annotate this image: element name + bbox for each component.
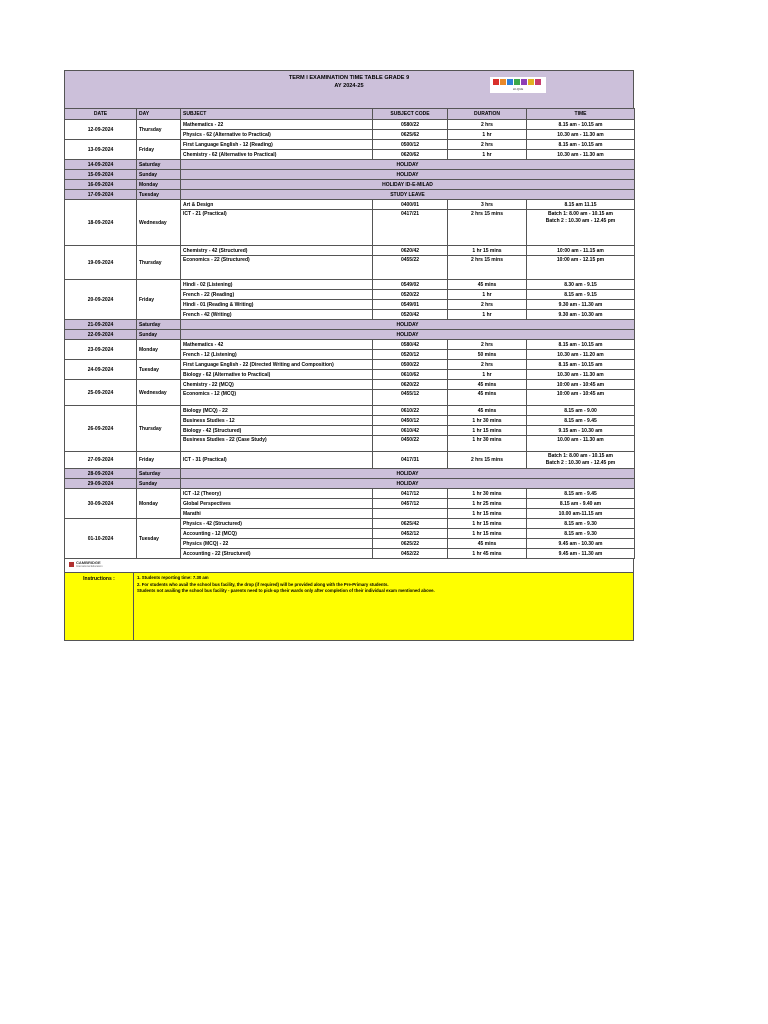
time-cell bbox=[527, 310, 635, 320]
subject-cell: Marathi bbox=[181, 509, 373, 519]
time-cell bbox=[527, 246, 635, 256]
subject-code-cell: 0450/12 bbox=[373, 416, 448, 426]
column-header-duration: DURATION bbox=[448, 109, 527, 120]
duration-cell: 45 mins bbox=[448, 539, 527, 549]
duration-cell: 1 hr 30 mins bbox=[448, 436, 527, 452]
subject-code-cell: 0549/02 bbox=[373, 280, 448, 290]
time-text: 10:00 am - 10:45 am bbox=[556, 381, 605, 388]
school-logo bbox=[490, 77, 546, 93]
time-text: 8.15 am - 10.15 am bbox=[558, 361, 603, 368]
instructions-body bbox=[134, 573, 633, 640]
day-cell: Thursday bbox=[137, 406, 181, 452]
duration-cell: 1 hr 30 mins bbox=[448, 489, 527, 499]
date-cell: 19-09-2024 bbox=[65, 246, 137, 280]
date-cell: 17-09-2024 bbox=[65, 190, 137, 200]
time-text: 10:00 am - 10:45 am bbox=[556, 391, 605, 397]
subject-cell: Chemistry - 42 (Structured) bbox=[181, 246, 373, 256]
day-cell: Saturday bbox=[137, 320, 181, 330]
table-row bbox=[65, 320, 635, 330]
date-cell: 15-09-2024 bbox=[65, 170, 137, 180]
day-cell: Monday bbox=[137, 180, 181, 190]
duration-cell: 1 hr bbox=[448, 370, 527, 380]
duration-cell: 1 hr 25 mins bbox=[448, 499, 527, 509]
time-cell bbox=[527, 150, 635, 160]
instruction-line: 2. For students who avail the school bus facility, the drop (if required) will be provided along with the Pre-Primary students. bbox=[137, 581, 389, 587]
holiday-cell: HOLIDAY bbox=[181, 320, 635, 330]
academic-year: AY 2024-25 bbox=[334, 83, 364, 89]
column-header-date: DATE bbox=[65, 109, 137, 120]
duration-cell: 3 hrs bbox=[448, 200, 527, 210]
time-cell bbox=[527, 300, 635, 310]
subject-cell: Chemistry - 22 (MCQ) bbox=[181, 380, 373, 390]
time-cell bbox=[527, 529, 635, 539]
subject-code-cell: 0417/31 bbox=[373, 452, 448, 469]
table-row bbox=[65, 190, 635, 200]
subject-code-cell: 0417/12 bbox=[373, 489, 448, 499]
time-text: 9.15 am - 10.30 am bbox=[558, 427, 603, 434]
subject-code-cell: 0455/12 bbox=[373, 390, 448, 406]
time-text: 8.15 am - 9.30 bbox=[564, 530, 597, 537]
logo-letter-block bbox=[500, 79, 506, 85]
time-text: 10:00 am - 12.15 pm bbox=[556, 257, 605, 263]
time-cell bbox=[527, 120, 635, 130]
table-row bbox=[65, 200, 635, 210]
subject-cell: Mathematics - 22 bbox=[181, 120, 373, 130]
time-cell bbox=[527, 406, 635, 416]
time-cell bbox=[527, 452, 635, 469]
time-text: 8.15 am - 9.45 bbox=[564, 490, 597, 497]
time-text: 8.30 am - 9.15 bbox=[564, 281, 597, 288]
date-cell: 14-09-2024 bbox=[65, 160, 137, 170]
duration-cell: 45 mins bbox=[448, 380, 527, 390]
time-cell bbox=[527, 350, 635, 360]
subject-cell: First Language English - 22 (Directed Writing and Composition) bbox=[181, 360, 373, 370]
date-cell: 28-09-2024 bbox=[65, 469, 137, 479]
subject-code-cell: 0549/01 bbox=[373, 300, 448, 310]
time-text: 8.15 am - 9.45 bbox=[564, 417, 597, 424]
subject-cell: Accounting - 12 (MCQ) bbox=[181, 529, 373, 539]
time-cell bbox=[527, 370, 635, 380]
time-text: 8.15 am - 10.15 am bbox=[558, 121, 603, 128]
time-cell bbox=[527, 140, 635, 150]
date-cell: 22-09-2024 bbox=[65, 330, 137, 340]
subject-cell: Physics - 42 (Structured) bbox=[181, 519, 373, 529]
day-cell: Friday bbox=[137, 452, 181, 469]
day-cell: Tuesday bbox=[137, 360, 181, 380]
time-text: 8.15 am - 9.40 am bbox=[559, 500, 602, 507]
date-cell: 13-09-2024 bbox=[65, 140, 137, 160]
subject-cell: Global Perspectives bbox=[181, 499, 373, 509]
duration-cell: 1 hr 15 mins bbox=[448, 509, 527, 519]
date-cell: 16-09-2024 bbox=[65, 180, 137, 190]
logo-letter-blocks bbox=[493, 79, 541, 85]
time-cell bbox=[527, 340, 635, 350]
subject-cell: French - 12 (Listening) bbox=[181, 350, 373, 360]
holiday-cell: HOLIDAY bbox=[181, 160, 635, 170]
duration-cell: 2 hrs 15 mins bbox=[448, 256, 527, 280]
cambridge-logo bbox=[64, 559, 634, 572]
time-cell bbox=[527, 380, 635, 390]
time-text: 10.30 am - 11.20 am bbox=[557, 351, 604, 358]
date-cell: 20-09-2024 bbox=[65, 280, 137, 320]
time-cell bbox=[527, 200, 635, 210]
duration-cell: 1 hr bbox=[448, 290, 527, 300]
exam-table bbox=[64, 108, 635, 559]
subject-code-cell: 0620/62 bbox=[373, 150, 448, 160]
cambridge-subtitle: International Education bbox=[76, 565, 103, 568]
day-cell: Wednesday bbox=[137, 200, 181, 246]
day-cell: Wednesday bbox=[137, 380, 181, 406]
subject-code-cell: 0625/62 bbox=[373, 130, 448, 140]
day-cell: Monday bbox=[137, 340, 181, 360]
duration-cell: 1 hr 30 mins bbox=[448, 416, 527, 426]
day-cell: Friday bbox=[137, 140, 181, 160]
duration-cell: 45 mins bbox=[448, 280, 527, 290]
day-cell: Thursday bbox=[137, 120, 181, 140]
time-cell bbox=[527, 290, 635, 300]
subject-cell: Biology (MCQ) - 22 bbox=[181, 406, 373, 416]
subject-cell: French - 42 (Writing) bbox=[181, 310, 373, 320]
subject-cell: ICT -12 (Theory) bbox=[181, 489, 373, 499]
subject-cell: First Language English - 12 (Reading) bbox=[181, 140, 373, 150]
subject-code-cell: 0417/21 bbox=[373, 210, 448, 246]
time-cell bbox=[527, 210, 635, 246]
subject-code-cell: 0620/22 bbox=[373, 380, 448, 390]
day-cell: Tuesday bbox=[137, 190, 181, 200]
subject-code-cell: 0580/42 bbox=[373, 340, 448, 350]
subject-code-cell: 0610/22 bbox=[373, 406, 448, 416]
subject-cell: Business Studies - 22 (Case Study) bbox=[181, 436, 373, 452]
time-cell bbox=[527, 280, 635, 290]
table-row bbox=[65, 380, 635, 390]
logo-letter-block bbox=[507, 79, 513, 85]
logo-letter-block bbox=[535, 79, 541, 85]
subject-cell: French - 22 (Reading) bbox=[181, 290, 373, 300]
instructions-label: Instructions : bbox=[65, 573, 134, 640]
subject-code-cell: 0620/42 bbox=[373, 246, 448, 256]
day-cell: Thursday bbox=[137, 246, 181, 280]
time-text: 10:00 am - 11.15 am bbox=[557, 247, 604, 254]
day-cell: Tuesday bbox=[137, 519, 181, 559]
time-cell bbox=[527, 539, 635, 549]
table-row bbox=[65, 406, 635, 416]
duration-cell: 2 hrs bbox=[448, 120, 527, 130]
subject-code-cell: 0625/22 bbox=[373, 539, 448, 549]
logo-subtitle: HI-QUE bbox=[512, 87, 524, 91]
column-header-day: DAY bbox=[137, 109, 181, 120]
holiday-cell: HOLIDAY bbox=[181, 330, 635, 340]
subject-code-cell: 0452/22 bbox=[373, 549, 448, 559]
duration-cell: 1 hr 15 mins bbox=[448, 426, 527, 436]
time-text: 10.30 am - 11.30 am bbox=[557, 371, 604, 378]
timetable-title: TERM I EXAMINATION TIME TABLE GRADE 9 bbox=[288, 75, 410, 81]
duration-cell: 1 hr 15 mins bbox=[448, 529, 527, 539]
time-cell bbox=[527, 519, 635, 529]
day-cell: Saturday bbox=[137, 469, 181, 479]
table-row bbox=[65, 452, 635, 469]
time-text-batch-2: Batch 2 : 10.30 am - 12.45 pm bbox=[545, 460, 616, 466]
table-row bbox=[65, 140, 635, 150]
cambridge-crest-icon bbox=[69, 562, 74, 567]
time-text: 9.45 am - 11.30 am bbox=[558, 550, 603, 557]
day-cell: Sunday bbox=[137, 479, 181, 489]
holiday-cell: STUDY LEAVE bbox=[181, 190, 635, 200]
duration-cell: 1 hr bbox=[448, 150, 527, 160]
time-text: Batch 1: 8.00 am - 10.15 am bbox=[547, 453, 614, 459]
subject-code-cell: 0457/12 bbox=[373, 499, 448, 509]
subject-cell: ICT - 21 (Practical) bbox=[181, 210, 373, 246]
cambridge-name: CAMBRIDGE bbox=[76, 560, 101, 565]
duration-cell: 2 hrs bbox=[448, 300, 527, 310]
duration-cell: 1 hr 15 mins bbox=[448, 246, 527, 256]
subject-cell: Economics - 12 (MCQ) bbox=[181, 390, 373, 406]
timetable-sheet bbox=[64, 70, 634, 641]
time-text: 9.45 am - 10.30 am bbox=[558, 540, 603, 547]
duration-cell: 2 hrs 15 mins bbox=[448, 452, 527, 469]
table-row bbox=[65, 360, 635, 370]
duration-cell: 1 hr 45 mins bbox=[448, 549, 527, 559]
day-cell: Sunday bbox=[137, 330, 181, 340]
time-cell bbox=[527, 436, 635, 452]
time-text: 10.00 am-11.15 am bbox=[558, 510, 603, 517]
column-header-subject: SUBJECT bbox=[181, 109, 373, 120]
table-row bbox=[65, 489, 635, 499]
table-row bbox=[65, 330, 635, 340]
table-row bbox=[65, 170, 635, 180]
date-cell: 24-09-2024 bbox=[65, 360, 137, 380]
duration-cell: 2 hrs 15 mins bbox=[448, 210, 527, 246]
instruction-line: Students not availing the school bus facility - parents need to pick-up their wards only after completion of their individual exam mentioned above. bbox=[137, 588, 435, 593]
date-cell: 29-09-2024 bbox=[65, 479, 137, 489]
subject-cell: ICT - 31 (Practical) bbox=[181, 452, 373, 469]
subject-cell: Physics - 62 (Alternative to Practical) bbox=[181, 130, 373, 140]
date-cell: 26-09-2024 bbox=[65, 406, 137, 452]
subject-code-cell: 0580/22 bbox=[373, 120, 448, 130]
subject-code-cell: 0520/12 bbox=[373, 350, 448, 360]
time-cell bbox=[527, 549, 635, 559]
holiday-cell: HOLIDAY ID-E-MILAD bbox=[181, 180, 635, 190]
subject-code-cell: 0452/12 bbox=[373, 529, 448, 539]
time-text: 8.15 am - 10.15 am bbox=[558, 141, 603, 148]
time-text: 10.30 am - 11.30 am bbox=[557, 151, 604, 158]
table-row bbox=[65, 280, 635, 290]
duration-cell: 2 hrs bbox=[448, 340, 527, 350]
table-row bbox=[65, 479, 635, 489]
subject-code-cell: 0610/42 bbox=[373, 426, 448, 436]
subject-code-cell: 0500/22 bbox=[373, 360, 448, 370]
table-row bbox=[65, 340, 635, 350]
time-cell bbox=[527, 426, 635, 436]
subject-cell: Biology - 42 (Structured) bbox=[181, 426, 373, 436]
day-cell: Saturday bbox=[137, 160, 181, 170]
subject-code-cell bbox=[373, 509, 448, 519]
time-cell bbox=[527, 509, 635, 519]
subject-cell: Physics (MCQ) - 22 bbox=[181, 539, 373, 549]
instruction-line: 1. Students reporting time: 7.30 am bbox=[137, 575, 209, 580]
time-text: 8.15 am - 10.15 am bbox=[558, 341, 603, 348]
subject-code-cell: 0610/62 bbox=[373, 370, 448, 380]
time-text: 8.15 am - 9.30 bbox=[564, 520, 597, 527]
date-cell: 18-09-2024 bbox=[65, 200, 137, 246]
time-cell bbox=[527, 390, 635, 406]
time-text: 9.30 am - 11.30 am bbox=[558, 301, 603, 308]
subject-cell: Chemistry - 62 (Alternative to Practical) bbox=[181, 150, 373, 160]
time-cell bbox=[527, 130, 635, 140]
column-header-time: TIME bbox=[527, 109, 635, 120]
time-text: 8.15 am - 9.00 bbox=[564, 407, 597, 414]
time-text-batch-2: Batch 2 : 10.30 am - 12.45 pm bbox=[545, 218, 616, 224]
date-cell: 21-09-2024 bbox=[65, 320, 137, 330]
duration-cell: 2 hrs bbox=[448, 140, 527, 150]
timetable-header bbox=[64, 70, 634, 108]
logo-letter-block bbox=[493, 79, 499, 85]
duration-cell: 45 mins bbox=[448, 406, 527, 416]
duration-cell: 1 hr bbox=[448, 130, 527, 140]
day-cell: Monday bbox=[137, 489, 181, 519]
subject-cell: Accounting - 22 (Structured) bbox=[181, 549, 373, 559]
logo-letter-block bbox=[528, 79, 534, 85]
date-cell: 27-09-2024 bbox=[65, 452, 137, 469]
logo-letter-block bbox=[521, 79, 527, 85]
time-text: 9.30 am - 10.30 am bbox=[558, 311, 603, 318]
duration-cell: 2 hrs bbox=[448, 360, 527, 370]
holiday-cell: HOLIDAY bbox=[181, 170, 635, 180]
time-text: 8.15 am - 9.15 bbox=[564, 291, 597, 298]
duration-cell: 45 mins bbox=[448, 390, 527, 406]
subject-code-cell: 0455/22 bbox=[373, 256, 448, 280]
subject-cell: Hindi - 02 (Listening) bbox=[181, 280, 373, 290]
date-cell: 25-09-2024 bbox=[65, 380, 137, 406]
time-text: 10.00 am - 11.30 am bbox=[557, 437, 604, 443]
duration-cell: 1 hr bbox=[448, 310, 527, 320]
table-row bbox=[65, 519, 635, 529]
column-header-subject-code: SUBJECT CODE bbox=[373, 109, 448, 120]
subject-cell: Mathematics - 42 bbox=[181, 340, 373, 350]
subject-cell: Economics - 22 (Structured) bbox=[181, 256, 373, 280]
subject-code-cell: 0450/22 bbox=[373, 436, 448, 452]
subject-code-cell: 0625/42 bbox=[373, 519, 448, 529]
subject-code-cell: 0500/12 bbox=[373, 140, 448, 150]
duration-cell: 1 hr 15 mins bbox=[448, 519, 527, 529]
subject-cell: Hindi - 01 (Reading & Writing) bbox=[181, 300, 373, 310]
day-cell: Friday bbox=[137, 280, 181, 320]
logo-letter-block bbox=[514, 79, 520, 85]
table-row bbox=[65, 180, 635, 190]
duration-cell: 50 mins bbox=[448, 350, 527, 360]
subject-code-cell: 0400/01 bbox=[373, 200, 448, 210]
table-header-row bbox=[65, 109, 635, 120]
table-row bbox=[65, 246, 635, 256]
time-cell bbox=[527, 256, 635, 280]
date-cell: 01-10-2024 bbox=[65, 519, 137, 559]
subject-code-cell: 0520/42 bbox=[373, 310, 448, 320]
date-cell: 30-09-2024 bbox=[65, 489, 137, 519]
time-text: 10.30 am - 11.30 am bbox=[557, 131, 604, 138]
holiday-cell: HOLIDAY bbox=[181, 479, 635, 489]
table-row bbox=[65, 120, 635, 130]
instructions-box bbox=[64, 572, 634, 641]
subject-cell: Art & Design bbox=[181, 200, 373, 210]
subject-code-cell: 0520/22 bbox=[373, 290, 448, 300]
table-row bbox=[65, 469, 635, 479]
holiday-cell: HOLIDAY bbox=[181, 469, 635, 479]
time-text: 8.15 am 11.15 bbox=[564, 201, 597, 208]
subject-cell: Business Studies - 12 bbox=[181, 416, 373, 426]
time-cell bbox=[527, 416, 635, 426]
day-cell: Sunday bbox=[137, 170, 181, 180]
time-cell bbox=[527, 499, 635, 509]
time-cell bbox=[527, 489, 635, 499]
time-cell bbox=[527, 360, 635, 370]
time-text: Batch 1: 8.00 am - 10.15 am bbox=[547, 211, 614, 217]
subject-cell: Biology - 62 (Alternative to Practical) bbox=[181, 370, 373, 380]
date-cell: 12-09-2024 bbox=[65, 120, 137, 140]
table-row bbox=[65, 160, 635, 170]
date-cell: 23-09-2024 bbox=[65, 340, 137, 360]
